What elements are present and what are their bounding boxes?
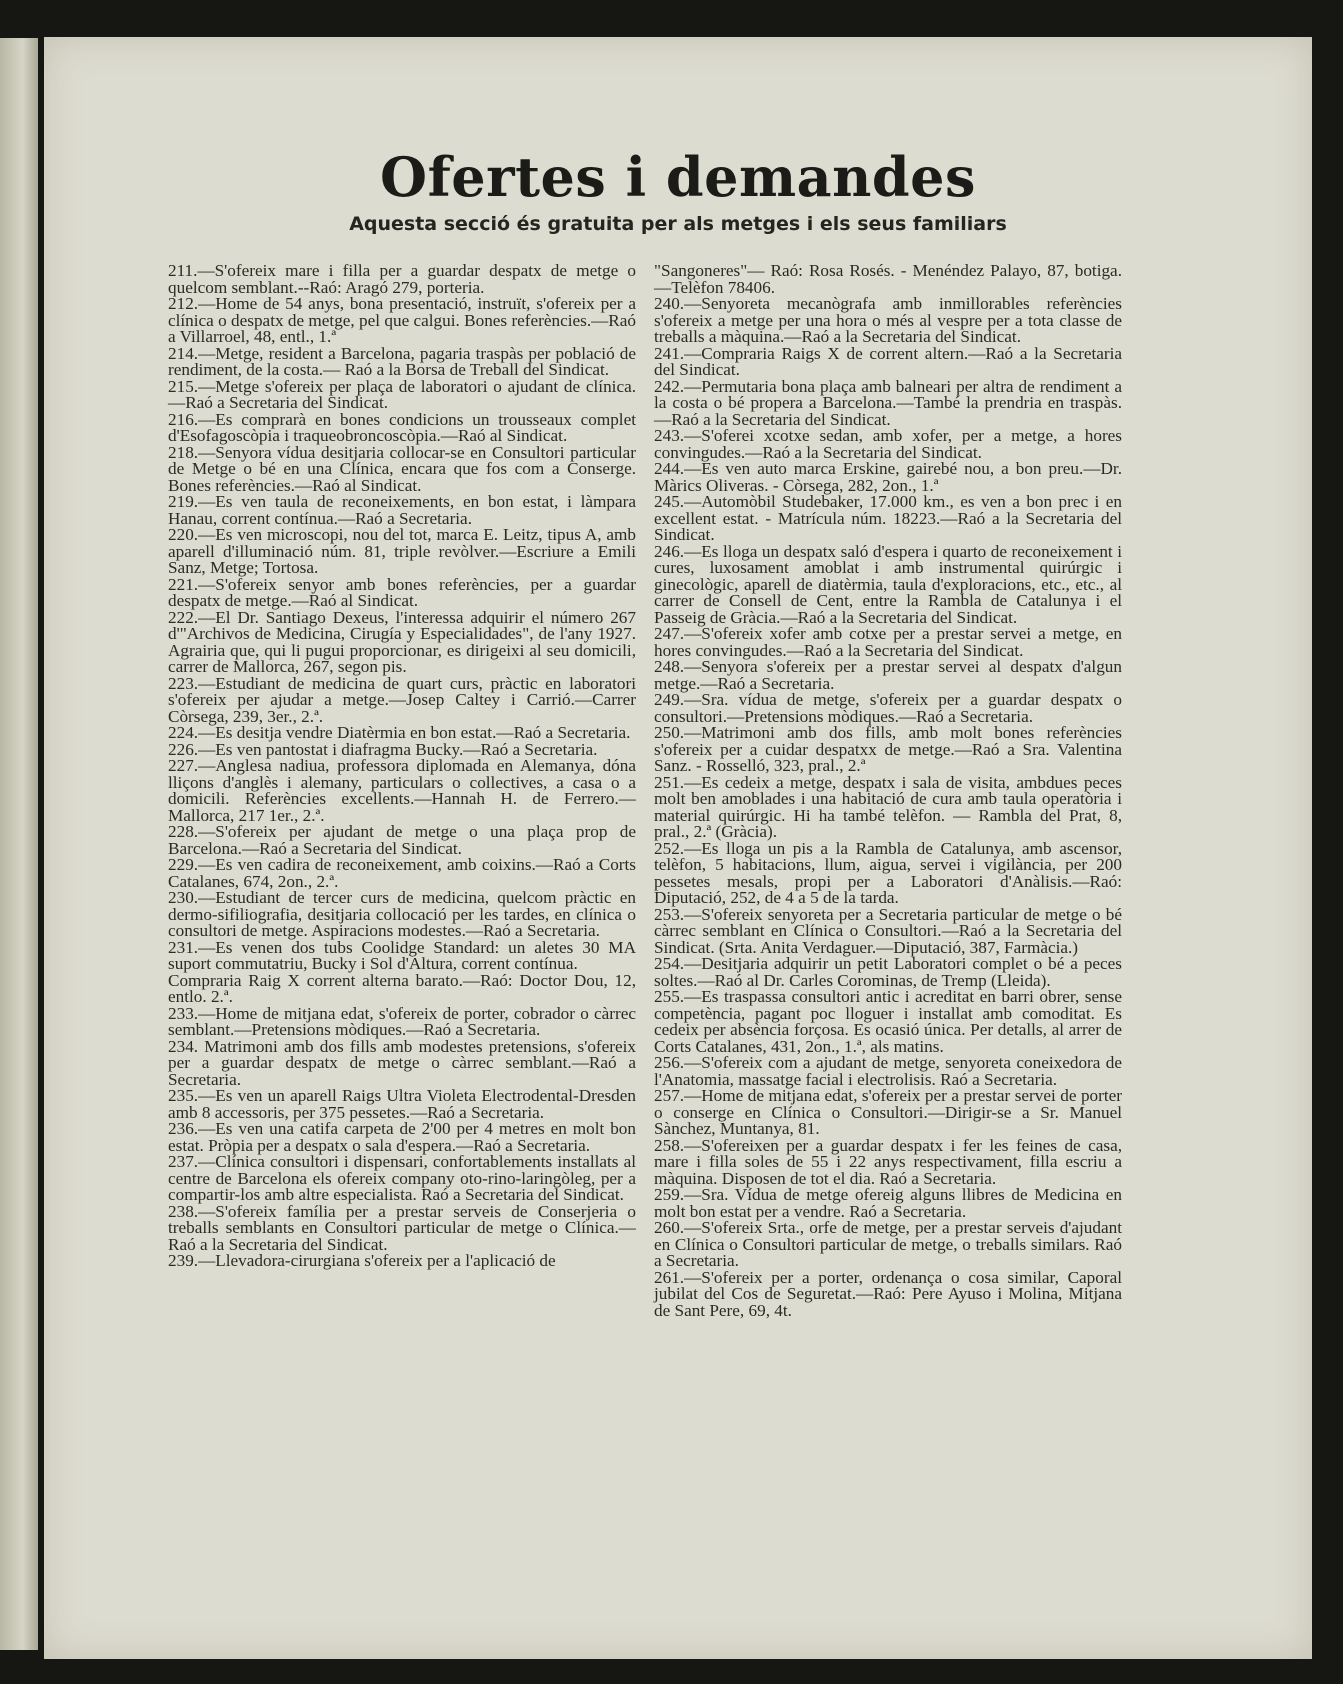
classified-ad: 214.—Metge, resident a Barcelona, pagaria traspàs per població de rendiment, de la costa.— Raó a la Borsa de Treball del Sindicat. — [168, 343, 636, 379]
facing-page-edge — [0, 38, 38, 1650]
classified-ad: 226.—Es ven pantostat i diafragma Bucky.—Raó a Secretaria. — [168, 739, 598, 759]
classified-ad: 246.—Es lloga un despatx saló d'espera i quarto de reconeixement i cures, luxosament amoblat i amb instrumental quirúrgic i ginecològic, aparell de diatèrmia, taula d'exploracions, etc., etc., al carrer de Consell de Cent, entre la Rambla de Catalunya i el Passeig de Gràcia.—Raó a la Secretaria del Sindicat. — [654, 541, 1122, 627]
classified-ad: "Sangoneres"— Raó: Rosa Rosés. - Menéndez Palayo, 87, botiga.—Telèfon 78406. — [654, 261, 1122, 297]
classified-ad: 227.—Anglesa nadiua, professora diplomada en Alemanya, dóna lliçons d'anglès i alemany, particulars o collectives, a casa o a domicili. Referències excellents.—Hannah H. de Ferrero.—Mallorca, 217 1er., 2.ª. — [168, 756, 636, 825]
classified-ad: 238.—S'ofereix família per a prestar serveis de Conserjeria o treballs semblants en Consultori particular de metge o Clínica.—Raó a la Secretaria del Sindicat. — [168, 1201, 636, 1254]
classified-ad: 223.—Estudiant de medicina de quart curs, pràctic en laboratori s'ofereix per ajudar a metge.—Josep Caltey i Carrió.—Carrer Còrsega, 239, 3er., 2.ª. — [168, 673, 636, 726]
classified-ad: 254.—Desitjaria adquirir un petit Laboratori complet o bé a peces soltes.—Raó al Dr. Carles Corominas, de Tremp (Lleida). — [654, 954, 1122, 990]
classified-ad: 229.—Es ven cadira de reconeixement, amb coixins.—Raó a Corts Catalanes, 674, 2on., 2.ª. — [168, 855, 636, 891]
classified-ad: 256.—S'ofereix com a ajudant de metge, senyoreta coneixedora de l'Anatomia, massatge facial i electrolisis. Raó a Secretaria. — [654, 1053, 1122, 1089]
page-title: Ofertes i demandes — [380, 145, 976, 209]
classified-ad: 248.—Senyora s'ofereix per a prestar servei al despatx d'algun metge.—Raó a Secretaria. — [654, 657, 1122, 693]
classified-ad: 241.—Compraria Raigs X de corrent altern.—Raó a la Secretaria del Sindicat. — [654, 343, 1122, 379]
classified-ad: 251.—Es cedeix a metge, despatx i sala de visita, ambdues peces molt ben amoblades i una habitació de cura amb taula operatòria i material quirúrgic. Hi ha també telèfon. — Rambla del Prat, 8, pral., 2.ª (Gràcia). — [654, 772, 1122, 841]
classified-ad: 216.—Es comprarà en bones condicions un trousseaux complet d'Esofagoscòpia i traqueobroncoscòpia.—Raó al Sindicat. — [168, 409, 636, 445]
classified-ad: 239.—Llevadora-cirurgiana s'ofereix per a l'aplicació de — [168, 1251, 556, 1270]
classified-ad: 259.—Sra. Vídua de metge ofereig alguns llibres de Medicina en molt bon estat per a vendre. Raó a Secretaria. — [654, 1185, 1122, 1221]
classified-ad: 253.—S'ofereix senyoreta per a Secretaria particular de metge o bé càrrec semblant en Clínica o Consultori.—Raó a la Secretaria del Sindicat. (Srta. Anita Verdaguer.—Diputació, 387, Farmàcia.) — [654, 904, 1122, 957]
classified-ad: 230.—Estudiant de tercer curs de medicina, quelcom pràctic en dermo-sifiliografia, desitjaria collocació per les tardes, en clínica o consultori de metge. Aspiracions modestes.—Raó a Secretaria. — [168, 888, 636, 940]
page-sheet — [44, 37, 1312, 1659]
classified-ad: 221.—S'ofereix senyor amb bones referències, per a guardar despatx de metge.—Raó al Sindicat. — [168, 574, 636, 610]
classified-ad: 219.—Es ven taula de reconeixements, en bon estat, i làmpara Hanau, corrent contínua.—Raó a Secretaria. — [168, 492, 636, 528]
classified-ad: 244.—Es ven auto marca Erskine, gairebé nou, a bon preu.—Dr. Màrics Oliveras. - Còrsega, 282, 2on., 1.ª — [654, 459, 1122, 495]
classified-ad: 247.—S'ofereix xofer amb cotxe per a prestar servei a metge, en hores convingudes.—Raó a la Secretaria del Sindicat. — [654, 624, 1122, 660]
classified-ad: 240.—Senyoreta mecanògrafa amb inmillorables referències s'ofereix a metge per una hora o més al vespre per a tota classe de treballs a màquina.—Raó a la Secretaria del Sindicat. — [654, 294, 1122, 346]
classified-ad: 233.—Home de mitjana edat, s'ofereix de porter, cobrador o càrrec semblant.—Pretensions mòdiques.—Raó a Secretaria. — [168, 1003, 636, 1039]
page-subtitle: Aquesta secció és gratuita per als metges i els seus familiars — [349, 213, 1007, 235]
classified-ad: 212.—Home de 54 anys, bona presentació, instruït, s'ofereix per a clínica o despatx de metge, pel que calgui. Bones referències.—Raó a Villarroel, 48, entl., 1.ª — [168, 294, 636, 346]
classified-ad: 245.—Automòbil Studebaker, 17.000 km., es ven a bon prec i en excellent estat. - Matrícula núm. 18223.—Raó a la Secretaria del Sindicat. — [654, 492, 1122, 544]
classified-ad: 234. Matrimoni amb dos fills amb modestes pretensions, s'ofereix per a guardar despatx de metge o càrrec semblant.—Raó a Secretaria. — [168, 1036, 636, 1089]
classified-ad: 243.—S'oferei xcotxe sedan, amb xofer, per a metge, a hores convingudes.—Raó a la Secretaria del Sindicat. — [654, 426, 1122, 462]
classified-ad: 218.—Senyora vídua desitjaria collocar-se en Consultori particular de Metge o bé en una Clínica, encara que fos com a Conserge. Bones referències.—Raó al Sindicat. — [168, 442, 636, 495]
classified-ad: 222.—El Dr. Santiago Dexeus, l'interessa adquirir el número 267 d'"Archivos de Medicina, Cirugía y Especialidades", de l'any 1927. Agrairia que, qui li pugui proporcionar, es dirigeixi al seu domicili, carrer de Mallorca, 267, segon pis. — [168, 607, 636, 676]
classified-ad: 242.—Permutaria bona plaça amb balneari per altra de rendiment a la costa o bé propera a Barcelona.—També la prendria en traspàs.—Raó a la Secretaria del Sindicat. — [654, 376, 1122, 429]
classified-ad: 215.—Metge s'ofereix per plaça de laboratori o ajudant de clínica.—Raó a Secretaria del Sindicat. — [168, 376, 636, 412]
classified-ad: 236.—Es ven una catifa carpeta de 2'00 per 4 metres en molt bon estat. Pròpia per a despatx o sala d'espera.—Raó a Secretaria. — [168, 1119, 636, 1155]
classified-ad: 224.—Es desitja vendre Diatèrmia en bon estat.—Raó a Secretaria. — [168, 723, 631, 742]
classified-ad: Compraria Raig X corrent alterna barato.—Raó: Doctor Dou, 12, entlo. 2.ª. — [168, 970, 636, 1006]
left-column — [168, 263, 636, 1270]
classified-ad: 258.—S'ofereixen per a guardar despatx i fer les feines de casa, mare i filla soles de 55 i 22 anys respectivament, filla escriu a màquina. Disposen de tot el dia. Raó a Secretaria. — [654, 1135, 1122, 1188]
classified-ad: 237.—Clínica consultori i dispensari, confortablements installats al centre de Barcelona els ofereix company oto-rino-laringòleg, per a compartir-los amb altre especialista. Raó a Secretaria del Sindicat. — [168, 1152, 636, 1204]
classified-ad: 252.—Es lloga un pis a la Rambla de Catalunya, amb ascensor, telèfon, 5 habitacions, llum, aigua, servei i vigilància, per 200 pessetes mesals, propi per a Laboratori d'Anàlisis.—Raó: Diputació, 252, de 4 a 5 de la tarda. — [654, 838, 1122, 907]
classified-ad: 228.—S'ofereix per ajudant de metge o una plaça prop de Barcelona.—Raó a Secretaria del Sindicat. — [168, 822, 636, 858]
classified-ad: 211.—S'ofereix mare i filla per a guardar despatx de metge o quelcom semblant.--Raó: Aragó 279, porteria. — [168, 261, 636, 297]
classified-ad: 235.—Es ven un aparell Raigs Ultra Violeta Electrodental-Dresden amb 8 accessoris, per 375 pessetes.—Raó a Secretaria. — [168, 1086, 636, 1122]
classified-ad: 257.—Home de mitjana edat, s'ofereix per a prestar servei de porter o conserge en Clínica o Consultori.—Dirigir-se a Sr. Manuel Sànchez, Muntanya, 81. — [654, 1086, 1122, 1138]
classified-ad: 231.—Es venen dos tubs Coolidge Standard: un aletes 30 MA suport commutatriu, Bucky i Sol d'Altura, corrent contínua. — [168, 937, 636, 973]
classified-ad: 261.—S'ofereix per a porter, ordenança o cosa similar, Caporal jubilat del Cos de Seguretat.—Raó: Pere Ayuso i Molina, Mitjana de Sant Pere, 69, 4t. — [654, 1267, 1122, 1320]
classified-ad: 249.—Sra. vídua de metge, s'ofereix per a guardar despatx o consultori.—Pretensions mòdiques.—Raó a Secretaria. — [654, 690, 1122, 726]
classified-ad: 220.—Es ven microscopi, nou del tot, marca E. Leitz, tipus A, amb aparell d'illuminació núm. 81, triple revòlver.—Escriure a Emili Sanz, Metge; Tortosa. — [168, 525, 636, 577]
classified-ad: 250.—Matrimoni amb dos fills, amb molt bones referències s'ofereix per a cuidar despatxx de metge.—Raó a Sra. Valentina Sanz. - Rosselló, 323, pral., 2.ª — [654, 723, 1122, 775]
right-column — [654, 263, 1122, 1319]
classified-ad: 255.—Es traspassa consultori antic i acreditat en barri obrer, sense competència, pagant poc lloguer i installat amb comoditat. Es cedeix per absència forçosa. Es ocasió única. Per detalls, al arrer de Corts Catalanes, 431, 2on., 1.ª, als matins. — [654, 987, 1122, 1056]
classified-ad: 260.—S'ofereix Srta., orfe de metge, per a prestar serveis d'ajudant en Clínica o Consultori particular de metge, o treballs similars. Raó a Secretaria. — [654, 1218, 1122, 1270]
